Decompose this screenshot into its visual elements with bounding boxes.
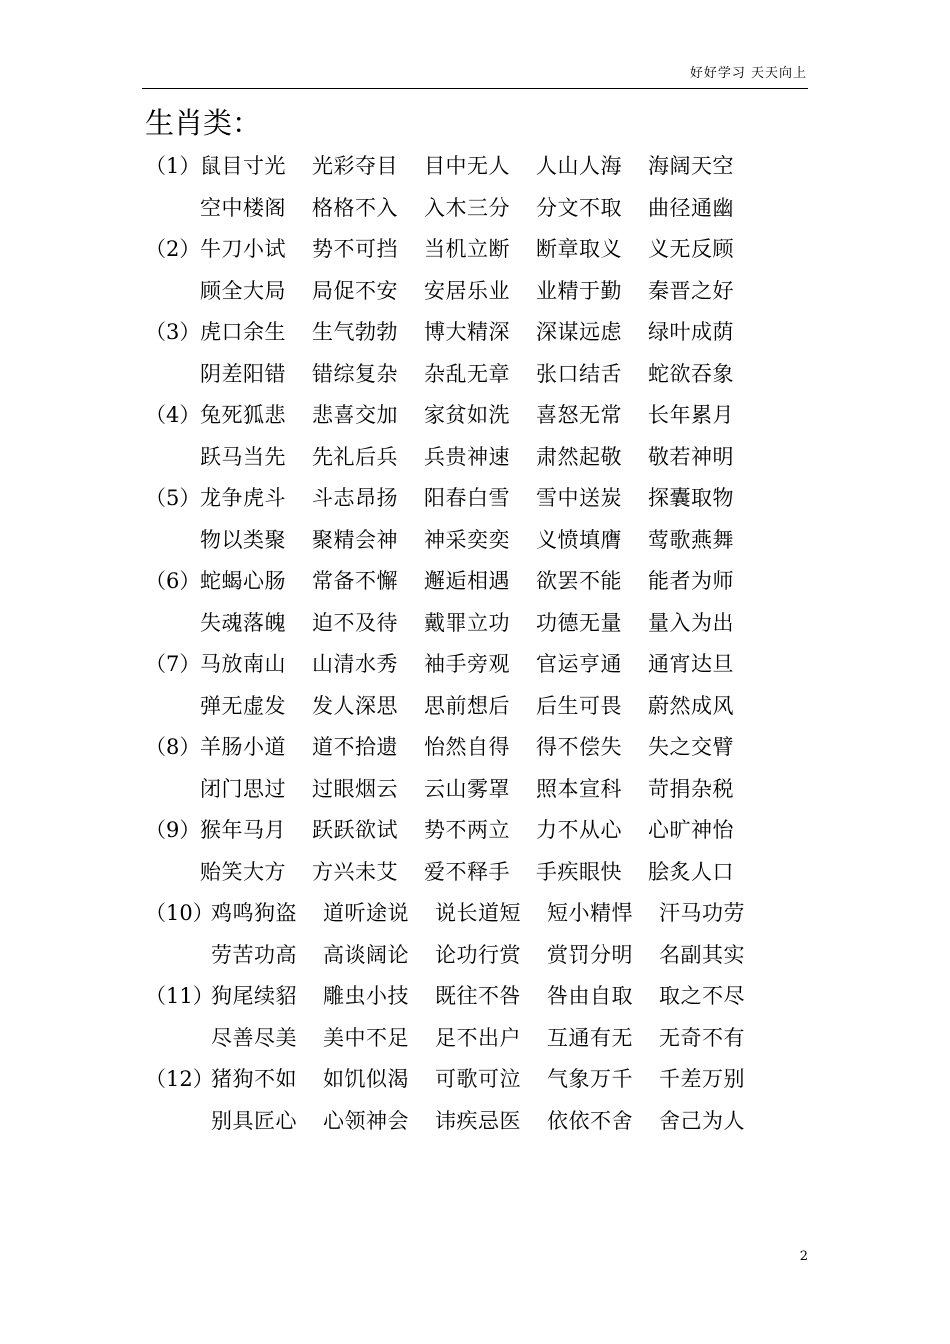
idiom-row [0,437,950,479]
idiom-row [0,271,950,313]
idiom: 肃然起敬 [536,444,622,469]
idiom: 依依不舍 [547,1108,633,1133]
idiom: 雕虫小技 [323,984,409,1008]
idiom-row [0,1059,950,1101]
idiom: 说长道短 [435,901,521,925]
idiom: 先礼后兵 [312,444,398,469]
idiom: 功德无量 [536,610,622,635]
idiom-row [0,852,950,894]
idiom: 力不从心 [536,818,622,842]
idiom-row [0,935,950,977]
idiom: 气象万千 [547,1067,633,1091]
idiom: 高谈阔论 [323,942,409,967]
idiom: 如饥似渴 [323,1067,409,1091]
idiom: 深谋远虑 [536,320,622,344]
idiom: 光彩夺目 [312,154,398,178]
idiom: 虎口余生 [200,320,286,344]
idiom: 爱不释手 [424,859,510,884]
idiom: 断章取义 [536,237,622,261]
idiom: 羊肠小道 [200,735,286,759]
idiom: 秦晋之好 [648,278,734,303]
idiom: 兔死狐悲 [200,403,286,427]
idiom: 探囊取物 [648,486,734,510]
idiom: 名副其实 [659,942,745,967]
idiom: 怡然自得 [424,735,510,759]
idiom: 业精于勤 [536,278,622,303]
idiom: 讳疾忌医 [435,1108,521,1133]
idiom: 美中不足 [323,1025,409,1050]
group-number: （3） [145,320,201,344]
idiom: 龙争虎斗 [200,486,286,510]
idiom: 曲径通幽 [648,195,734,220]
idiom: 汗马功劳 [659,901,745,925]
idiom: 心领神会 [323,1108,409,1133]
idiom-row [0,312,950,354]
idiom: 猴年马月 [200,818,286,842]
idiom: 弹无虚发 [200,693,286,718]
idiom: 长年累月 [648,403,734,427]
idiom: 千差万别 [659,1067,745,1091]
idiom: 雪中送炭 [536,486,622,510]
idiom: 人山人海 [536,154,622,178]
idiom: 常备不懈 [312,569,398,593]
idiom-row [0,769,950,811]
idiom: 咎由自取 [547,984,633,1008]
idiom: 入木三分 [424,195,510,220]
idiom-row [0,395,950,437]
idiom: 袖手旁观 [424,652,510,676]
idiom: 生气勃勃 [312,320,398,344]
idiom: 别具匠心 [211,1108,297,1133]
idiom: 脍炙人口 [648,859,734,884]
idiom: 空中楼阁 [200,195,286,220]
idiom: 鸡鸣狗盗 [211,901,297,925]
idiom: 互通有无 [547,1025,633,1050]
idiom-row [0,478,950,520]
group-number: （9） [145,818,201,842]
idiom: 道听途说 [323,901,409,925]
idiom: 马放南山 [200,652,286,676]
idiom: 猪狗不如 [211,1067,297,1091]
idiom-row [0,188,950,230]
idiom: 邂逅相遇 [424,569,510,593]
idiom-row [0,686,950,728]
idiom: 阳春白雪 [424,486,510,510]
idiom: 海阔天空 [648,154,734,178]
idiom: 得不偿失 [536,735,622,759]
group-number: （12） [145,1067,214,1091]
idiom-row [0,976,950,1018]
idiom-row [0,520,950,562]
group-number: （10） [145,901,214,925]
idiom-row [0,1101,950,1143]
idiom: 劳苦功高 [211,942,297,967]
idiom: 方兴未艾 [312,859,398,884]
idiom: 能者为师 [648,569,734,593]
idiom-row [0,561,950,603]
idiom-row [0,727,950,769]
idiom: 博大精深 [424,320,510,344]
idiom-row [0,603,950,645]
idiom-row [0,146,950,188]
idiom: 取之不尽 [659,984,745,1008]
idiom: 思前想后 [424,693,510,718]
idiom-row [0,229,950,271]
idiom: 蔚然成风 [648,693,734,718]
idiom: 戴罪立功 [424,610,510,635]
page-header: 好好学习 天天向上 [689,66,807,81]
group-number: （2） [145,237,201,261]
idiom: 聚精会神 [312,527,398,552]
idiom: 家贫如洗 [424,403,510,427]
idiom: 量入为出 [648,610,734,635]
idiom: 贻笑大方 [200,859,286,884]
idiom: 手疾眼快 [536,859,622,884]
idiom: 蛇蝎心肠 [200,569,286,593]
idiom: 阴差阳错 [200,361,286,386]
idiom: 蛇欲吞象 [648,361,734,386]
idiom-row [0,644,950,686]
idiom: 跃跃欲试 [312,818,398,842]
idiom: 失之交臂 [648,735,734,759]
idiom: 通宵达旦 [648,652,734,676]
idiom: 张口结舌 [536,361,622,386]
group-number: （7） [145,652,201,676]
idiom: 喜怒无常 [536,403,622,427]
idiom: 目中无人 [424,154,510,178]
idiom: 物以类聚 [200,527,286,552]
idiom: 发人深思 [312,693,398,718]
group-number: （8） [145,735,201,759]
idiom: 分文不取 [536,195,622,220]
page-number: 2 [799,1249,808,1264]
idiom: 苛捐杂税 [648,776,734,801]
idiom: 道不拾遗 [312,735,398,759]
idiom: 足不出户 [435,1025,521,1050]
idiom: 格格不入 [312,195,398,220]
section-title: 生肖类： [145,106,262,140]
group-number: （1） [145,154,201,178]
idiom: 论功行赏 [435,942,521,967]
idiom: 牛刀小试 [200,237,286,261]
idiom: 势不可挡 [312,237,398,261]
idiom: 敬若神明 [648,444,734,469]
idiom: 神采奕奕 [424,527,510,552]
idiom: 赏罚分明 [547,942,633,967]
idiom: 绿叶成荫 [648,320,734,344]
idiom: 心旷神怡 [648,818,734,842]
idiom: 可歌可泣 [435,1067,521,1091]
group-number: （5） [145,486,201,510]
idiom: 斗志昂扬 [312,486,398,510]
idiom: 势不两立 [424,818,510,842]
idiom: 无奇不有 [659,1025,745,1050]
idiom: 杂乱无章 [424,361,510,386]
idiom: 欲罢不能 [536,569,622,593]
idiom: 过眼烟云 [312,776,398,801]
idiom: 悲喜交加 [312,403,398,427]
idiom: 鼠目寸光 [200,154,286,178]
idiom: 舍己为人 [659,1108,745,1133]
idiom: 失魂落魄 [200,610,286,635]
idiom-row [0,354,950,396]
idiom-list [0,146,950,1142]
idiom: 义无反顾 [648,237,734,261]
idiom: 尽善尽美 [211,1025,297,1050]
idiom: 错综复杂 [312,361,398,386]
idiom: 官运亨通 [536,652,622,676]
idiom: 安居乐业 [424,278,510,303]
idiom: 局促不安 [312,278,398,303]
idiom: 闭门思过 [200,776,286,801]
idiom: 跃马当先 [200,444,286,469]
idiom: 迫不及待 [312,610,398,635]
idiom: 短小精悍 [547,901,633,925]
idiom: 当机立断 [424,237,510,261]
idiom: 后生可畏 [536,693,622,718]
idiom-row [0,810,950,852]
idiom: 既往不咎 [435,984,521,1008]
idiom: 顾全大局 [200,278,286,303]
group-number: （6） [145,569,201,593]
group-number: （11） [145,984,214,1008]
header-divider [142,88,808,89]
idiom: 山清水秀 [312,652,398,676]
idiom: 义愤填膺 [536,527,622,552]
idiom-row [0,1018,950,1060]
idiom: 云山雾罩 [424,776,510,801]
idiom: 狗尾续貂 [211,984,297,1008]
group-number: （4） [145,403,201,427]
idiom: 兵贵神速 [424,444,510,469]
idiom: 莺歌燕舞 [648,527,734,552]
idiom: 照本宣科 [536,776,622,801]
idiom-row [0,893,950,935]
